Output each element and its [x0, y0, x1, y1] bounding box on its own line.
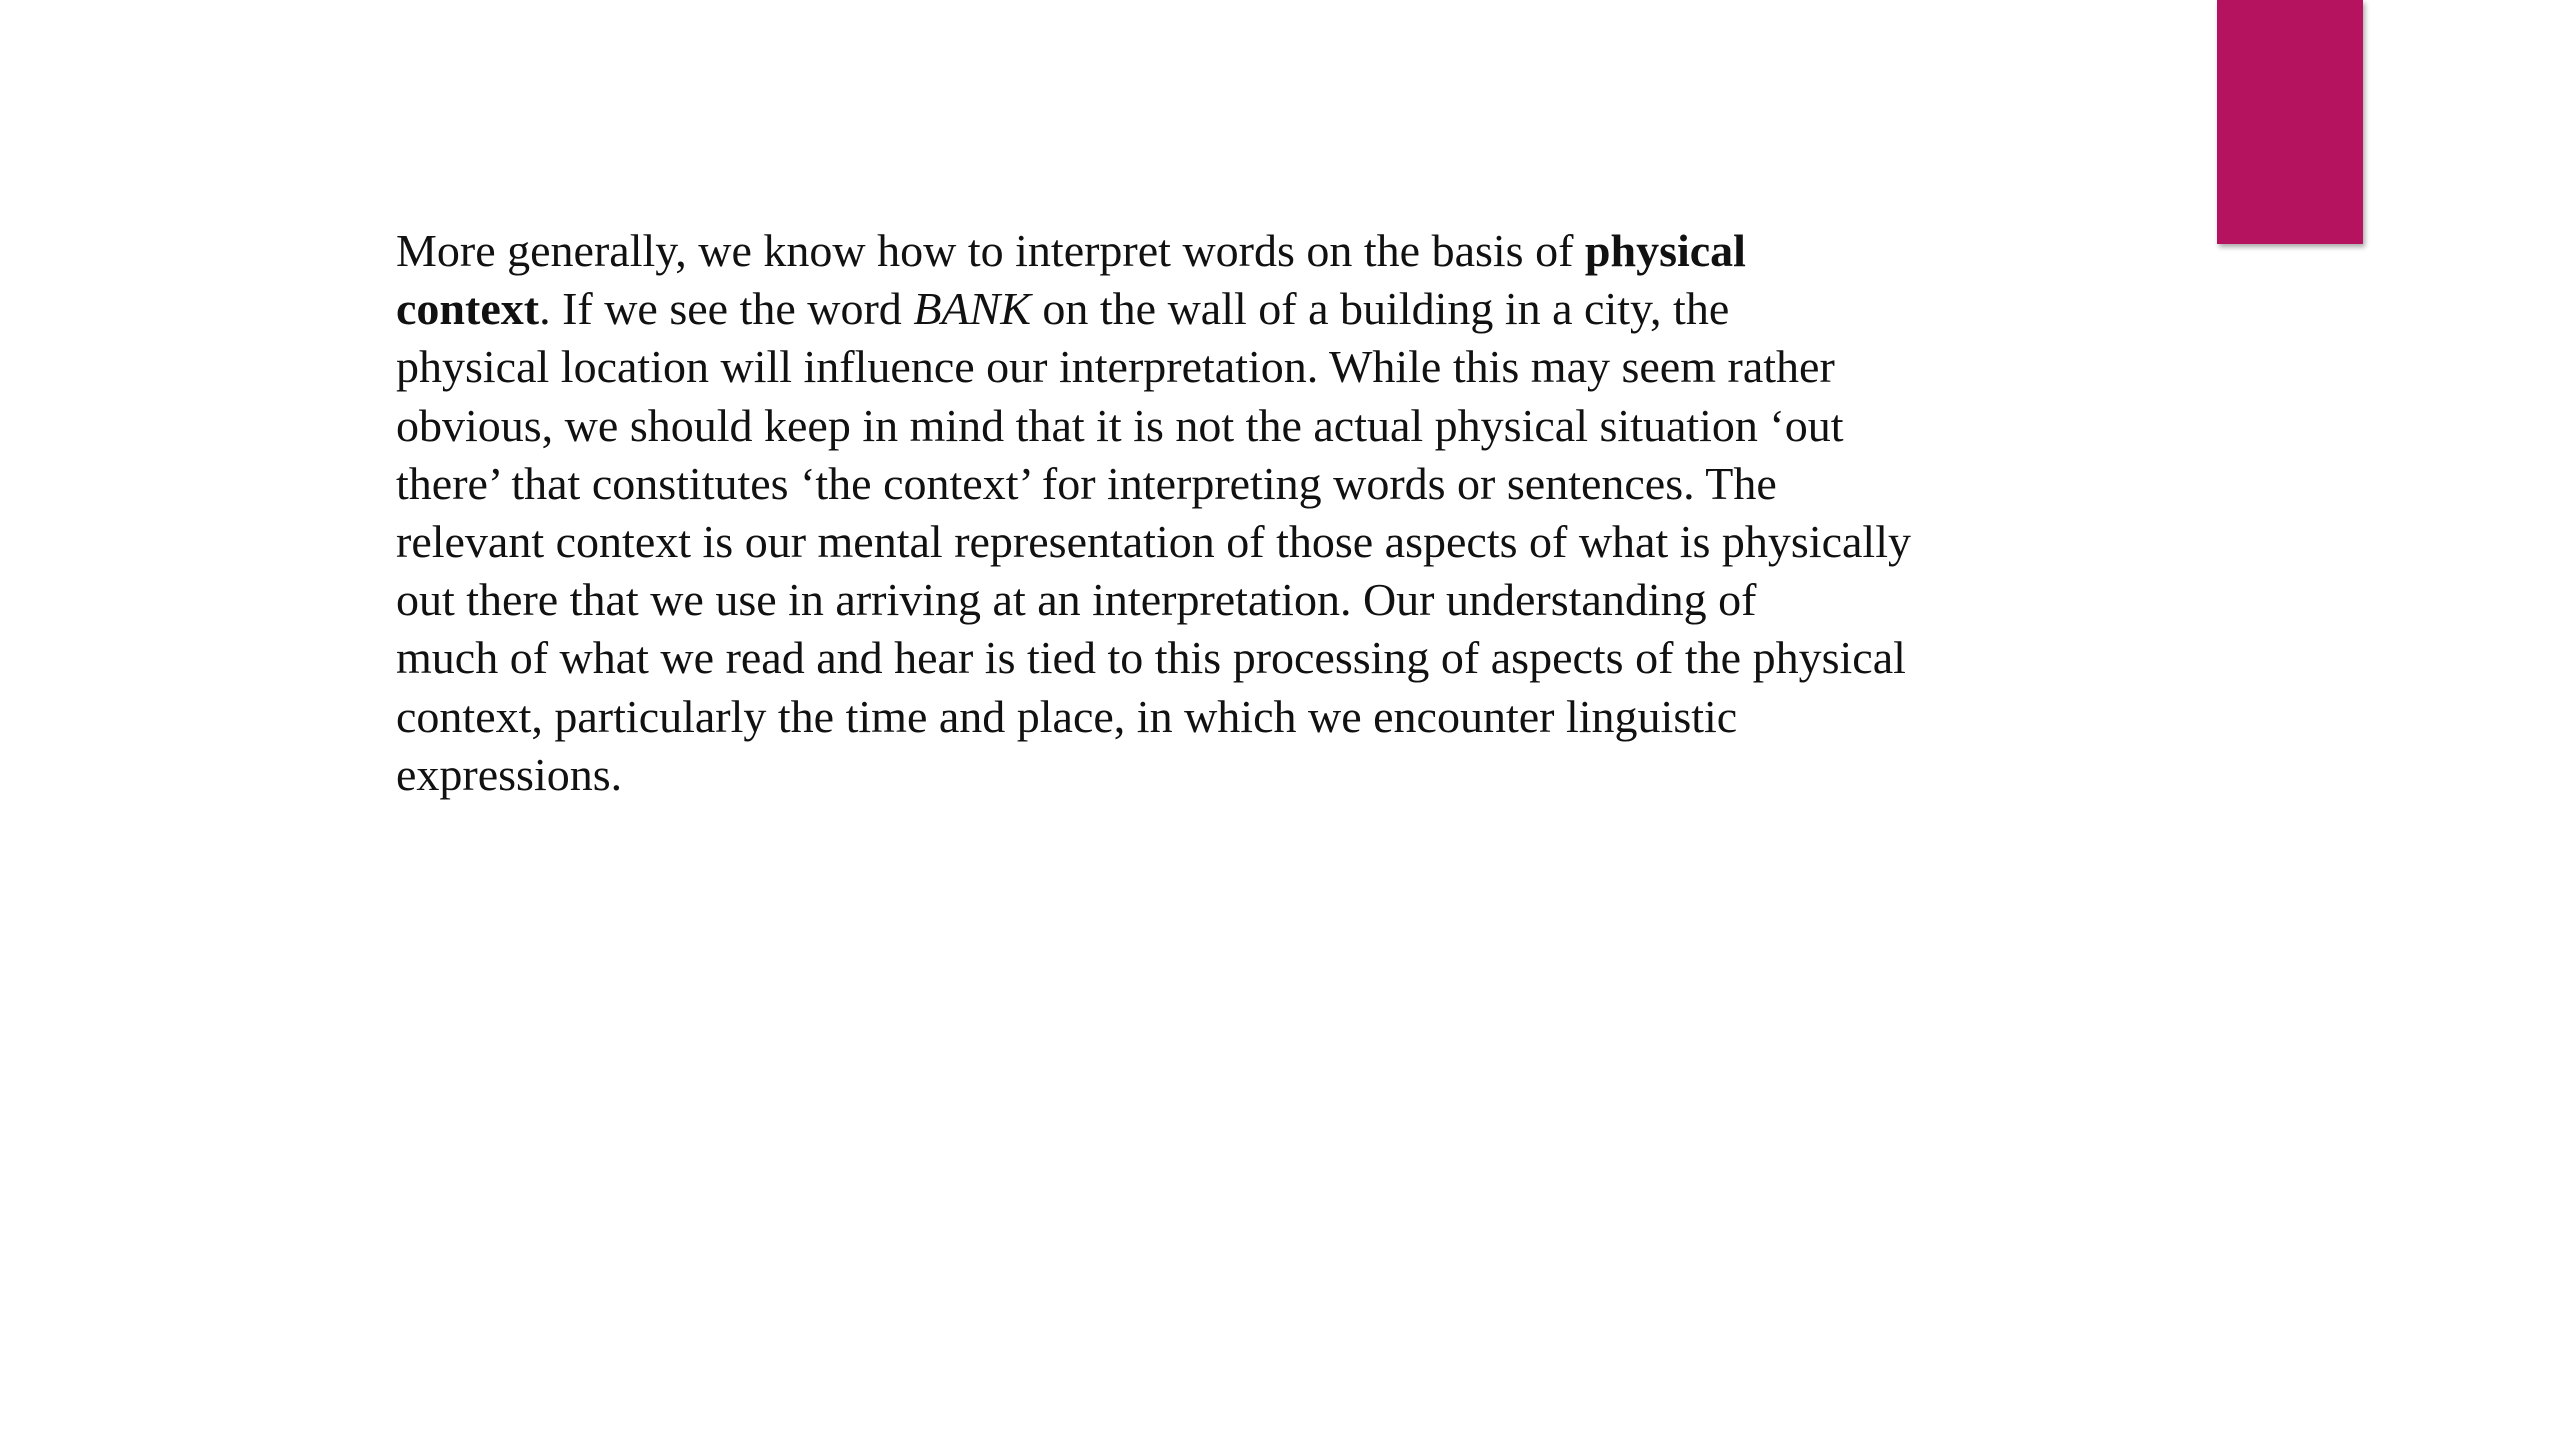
text-run-italic: BANK	[913, 283, 1031, 335]
text-line	[396, 338, 2036, 396]
text-line	[396, 222, 2036, 280]
text-run: context, particularly the time and place, in which we encounter linguistic	[396, 690, 1738, 742]
text-run-bold: context	[396, 283, 540, 335]
text-run: there’ that constitutes ‘the context’ for interpreting words or sentences. The	[396, 457, 1777, 509]
text-run: More generally, we know how to interpret words on the basis of	[396, 225, 1585, 276]
text-run: much of what we read and hear is tied to this processing of aspects of the physical	[396, 632, 1906, 684]
text-run: out there that we use in arriving at an interpretation. Our understanding of	[396, 574, 1757, 626]
text-line	[396, 746, 2036, 804]
text-run: on the wall of a building in a city, the	[1030, 283, 1730, 335]
text-line	[396, 688, 2036, 746]
text-line	[396, 571, 2036, 629]
accent-bar	[2217, 0, 2363, 244]
text-line	[396, 455, 2036, 513]
text-line	[396, 397, 2036, 455]
text-run-bold: physical	[1584, 225, 1746, 276]
text-run: relevant context is our mental representation of those aspects of what is physically	[396, 516, 1911, 568]
text-run: . If we see the word	[539, 283, 914, 335]
text-line	[396, 280, 2036, 338]
text-line	[396, 629, 2036, 687]
text-run: obvious, we should keep in mind that it is not the actual physical situation ‘out	[396, 399, 1844, 451]
text-line	[396, 513, 2036, 571]
body-paragraph	[396, 222, 2036, 804]
text-run: expressions.	[396, 748, 623, 800]
text-run: physical location will influence our interpretation. While this may seem rather	[396, 341, 1835, 393]
